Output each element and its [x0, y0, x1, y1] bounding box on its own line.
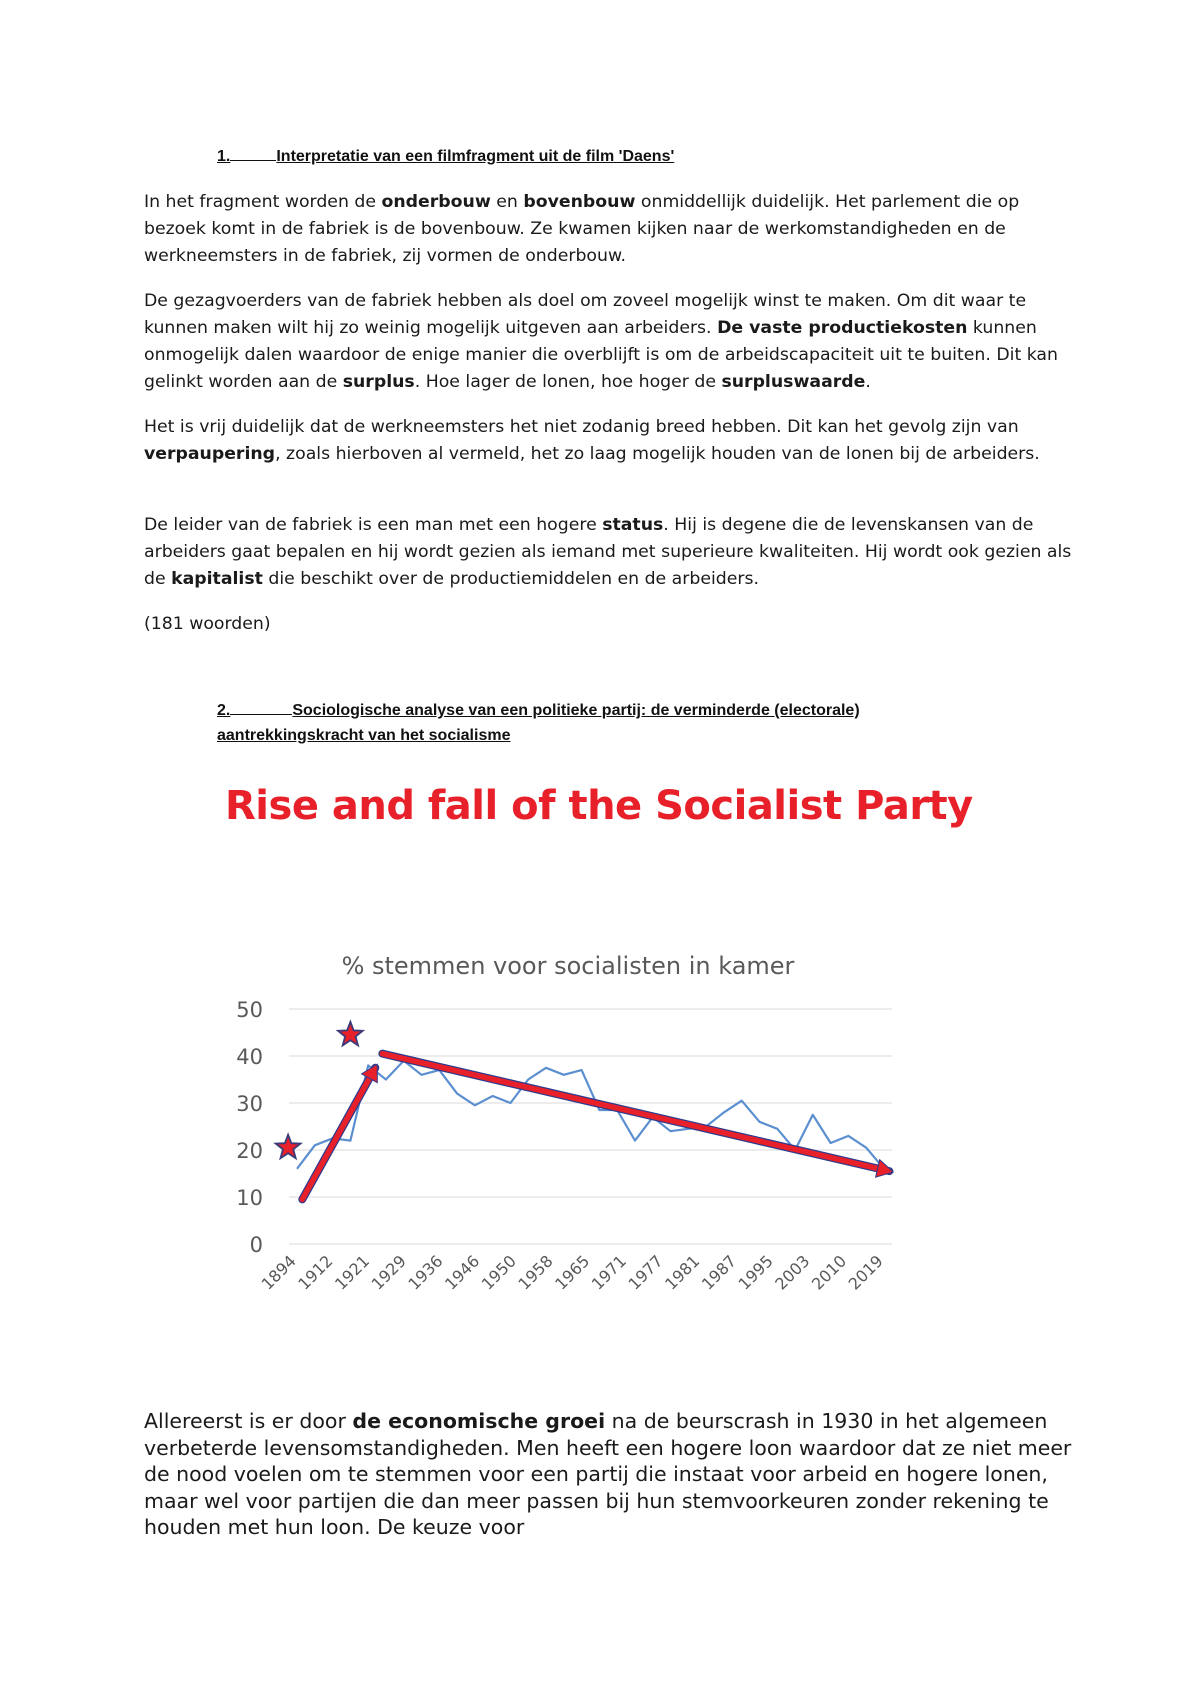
star-icon [338, 1022, 363, 1046]
x-tick-label: 1921 [330, 1251, 374, 1294]
x-tick-label: 2003 [771, 1251, 814, 1294]
trend-line [302, 1068, 375, 1200]
x-axis [258, 1251, 887, 1293]
stars-layer [276, 1022, 363, 1158]
term-bovenbouw: bovenbouw [523, 192, 636, 212]
x-tick-label: 1977 [624, 1251, 667, 1294]
x-tick-label: 1995 [734, 1251, 777, 1294]
x-tick-label: 1958 [514, 1251, 557, 1294]
term-surpluswaarde: surpluswaarde [721, 372, 866, 392]
grid-layer [289, 1009, 892, 1244]
text: , zoals hierboven al vermeld, het zo laag mogelijk houden van de lonen bij de arbeiders. [275, 444, 1040, 464]
x-tick-label: 1971 [587, 1251, 631, 1294]
x-tick-label: 1894 [257, 1251, 300, 1294]
x-tick-label: 1987 [697, 1251, 741, 1294]
text: Allereerst is er door [144, 1409, 353, 1433]
y-tick-label: 0 [249, 1233, 263, 1257]
y-tick-label: 10 [236, 1186, 263, 1210]
y-tick-label: 30 [236, 1092, 263, 1116]
text: na de beurscrash in 1930 in het algemeen verbeterde levensomstandigheden. Men heeft een hogere loon waardoor dat ze niet meer de nood voelen om te stemmen voor een partij die instaat voor arbeid en hogere lonen, maar wel voor partijen die dan meer passen bij hun stemvoorkeuren zonder rekening te houden met hun loon. De keuze voor [144, 1409, 1072, 1539]
section-1-number: 1. [217, 148, 231, 165]
text: . Hij is degene die de levenskansen van de arbeiders gaat bepalen en hij wordt gezien als iemand met superieure kwaliteiten. Hij wordt ook gezien als de [144, 515, 1072, 589]
text: De leider van de fabriek is een man met een hogere [144, 515, 603, 535]
term-kapitalist: kapitalist [171, 569, 263, 589]
term-status: status [602, 515, 664, 535]
term-verpaupering: verpaupering [144, 444, 276, 464]
text: onmiddellijk duidelijk. Het parlement die op bezoek komt in de fabriek is de bovenbouw. Ze kwamen kijken naar de werkomstandigheden en de werkneemsters in de fabriek, zij vormen de onderbouw. [144, 192, 1020, 266]
x-tick-label: 2019 [844, 1251, 887, 1294]
chart-title: % stemmen voor socialisten in kamer [341, 952, 795, 980]
x-tick-label: 2010 [807, 1251, 851, 1294]
x-tick-label: 1929 [367, 1251, 410, 1294]
x-tick-label: 1936 [404, 1251, 447, 1294]
section-2-title-line1: Sociologische analyse van een politieke partij: de verminderde (electorale) [292, 702, 860, 719]
x-tick-label: 1965 [551, 1251, 594, 1294]
x-tick-label: 1950 [477, 1251, 520, 1294]
text: In het fragment worden de [144, 192, 382, 212]
term-economische-groei: de economische groei [352, 1409, 606, 1433]
term-vaste-productiekosten: De vaste productiekosten [717, 318, 968, 338]
y-tick-label: 20 [236, 1139, 263, 1163]
y-tick-label: 40 [236, 1045, 263, 1069]
slide-title: Rise and fall of the Socialist Party [225, 783, 973, 829]
text: De gezagvoerders van de fabriek hebben als doel om zoveel mogelijk winst te maken. Om dit waar te kunnen maken wilt hij zo weinig mogelijk uitgeven aan arbeiders. [144, 291, 1027, 338]
paragraph-final [144, 1408, 1084, 1541]
text: Het is vrij duidelijk dat de werkneemsters het niet zodanig breed hebben. Dit kan het gevolg zijn van [144, 417, 1019, 437]
star-icon [276, 1135, 301, 1159]
word-count: (181 woorden) [144, 614, 271, 634]
term-surplus: surplus [342, 372, 415, 392]
text: en [490, 192, 524, 212]
text: . [865, 372, 871, 392]
y-axis [236, 998, 263, 1257]
text: . Hoe lager de lonen, hoe hoger de [414, 372, 722, 392]
text: die beschikt over de productiemiddelen en de arbeiders. [262, 569, 759, 589]
y-tick-label: 50 [236, 998, 263, 1022]
term-onderbouw: onderbouw [381, 192, 491, 212]
trend-line [382, 1054, 889, 1172]
section-1-title: Interpretatie van een filmfragment uit de film 'Daens' [276, 148, 675, 165]
x-tick-label: 1912 [294, 1251, 337, 1294]
section-2-title-line2: aantrekkingskracht van het socialisme [217, 727, 511, 744]
x-tick-label: 1946 [441, 1251, 484, 1294]
x-tick-label: 1981 [661, 1251, 704, 1294]
section-2-number: 2. [217, 702, 231, 719]
text: kunnen onmogelijk dalen waardoor de enige manier die overblijft is om de arbeidscapaciteit uit te buiten. Dit kan gelinkt worden aan de [144, 318, 1058, 392]
